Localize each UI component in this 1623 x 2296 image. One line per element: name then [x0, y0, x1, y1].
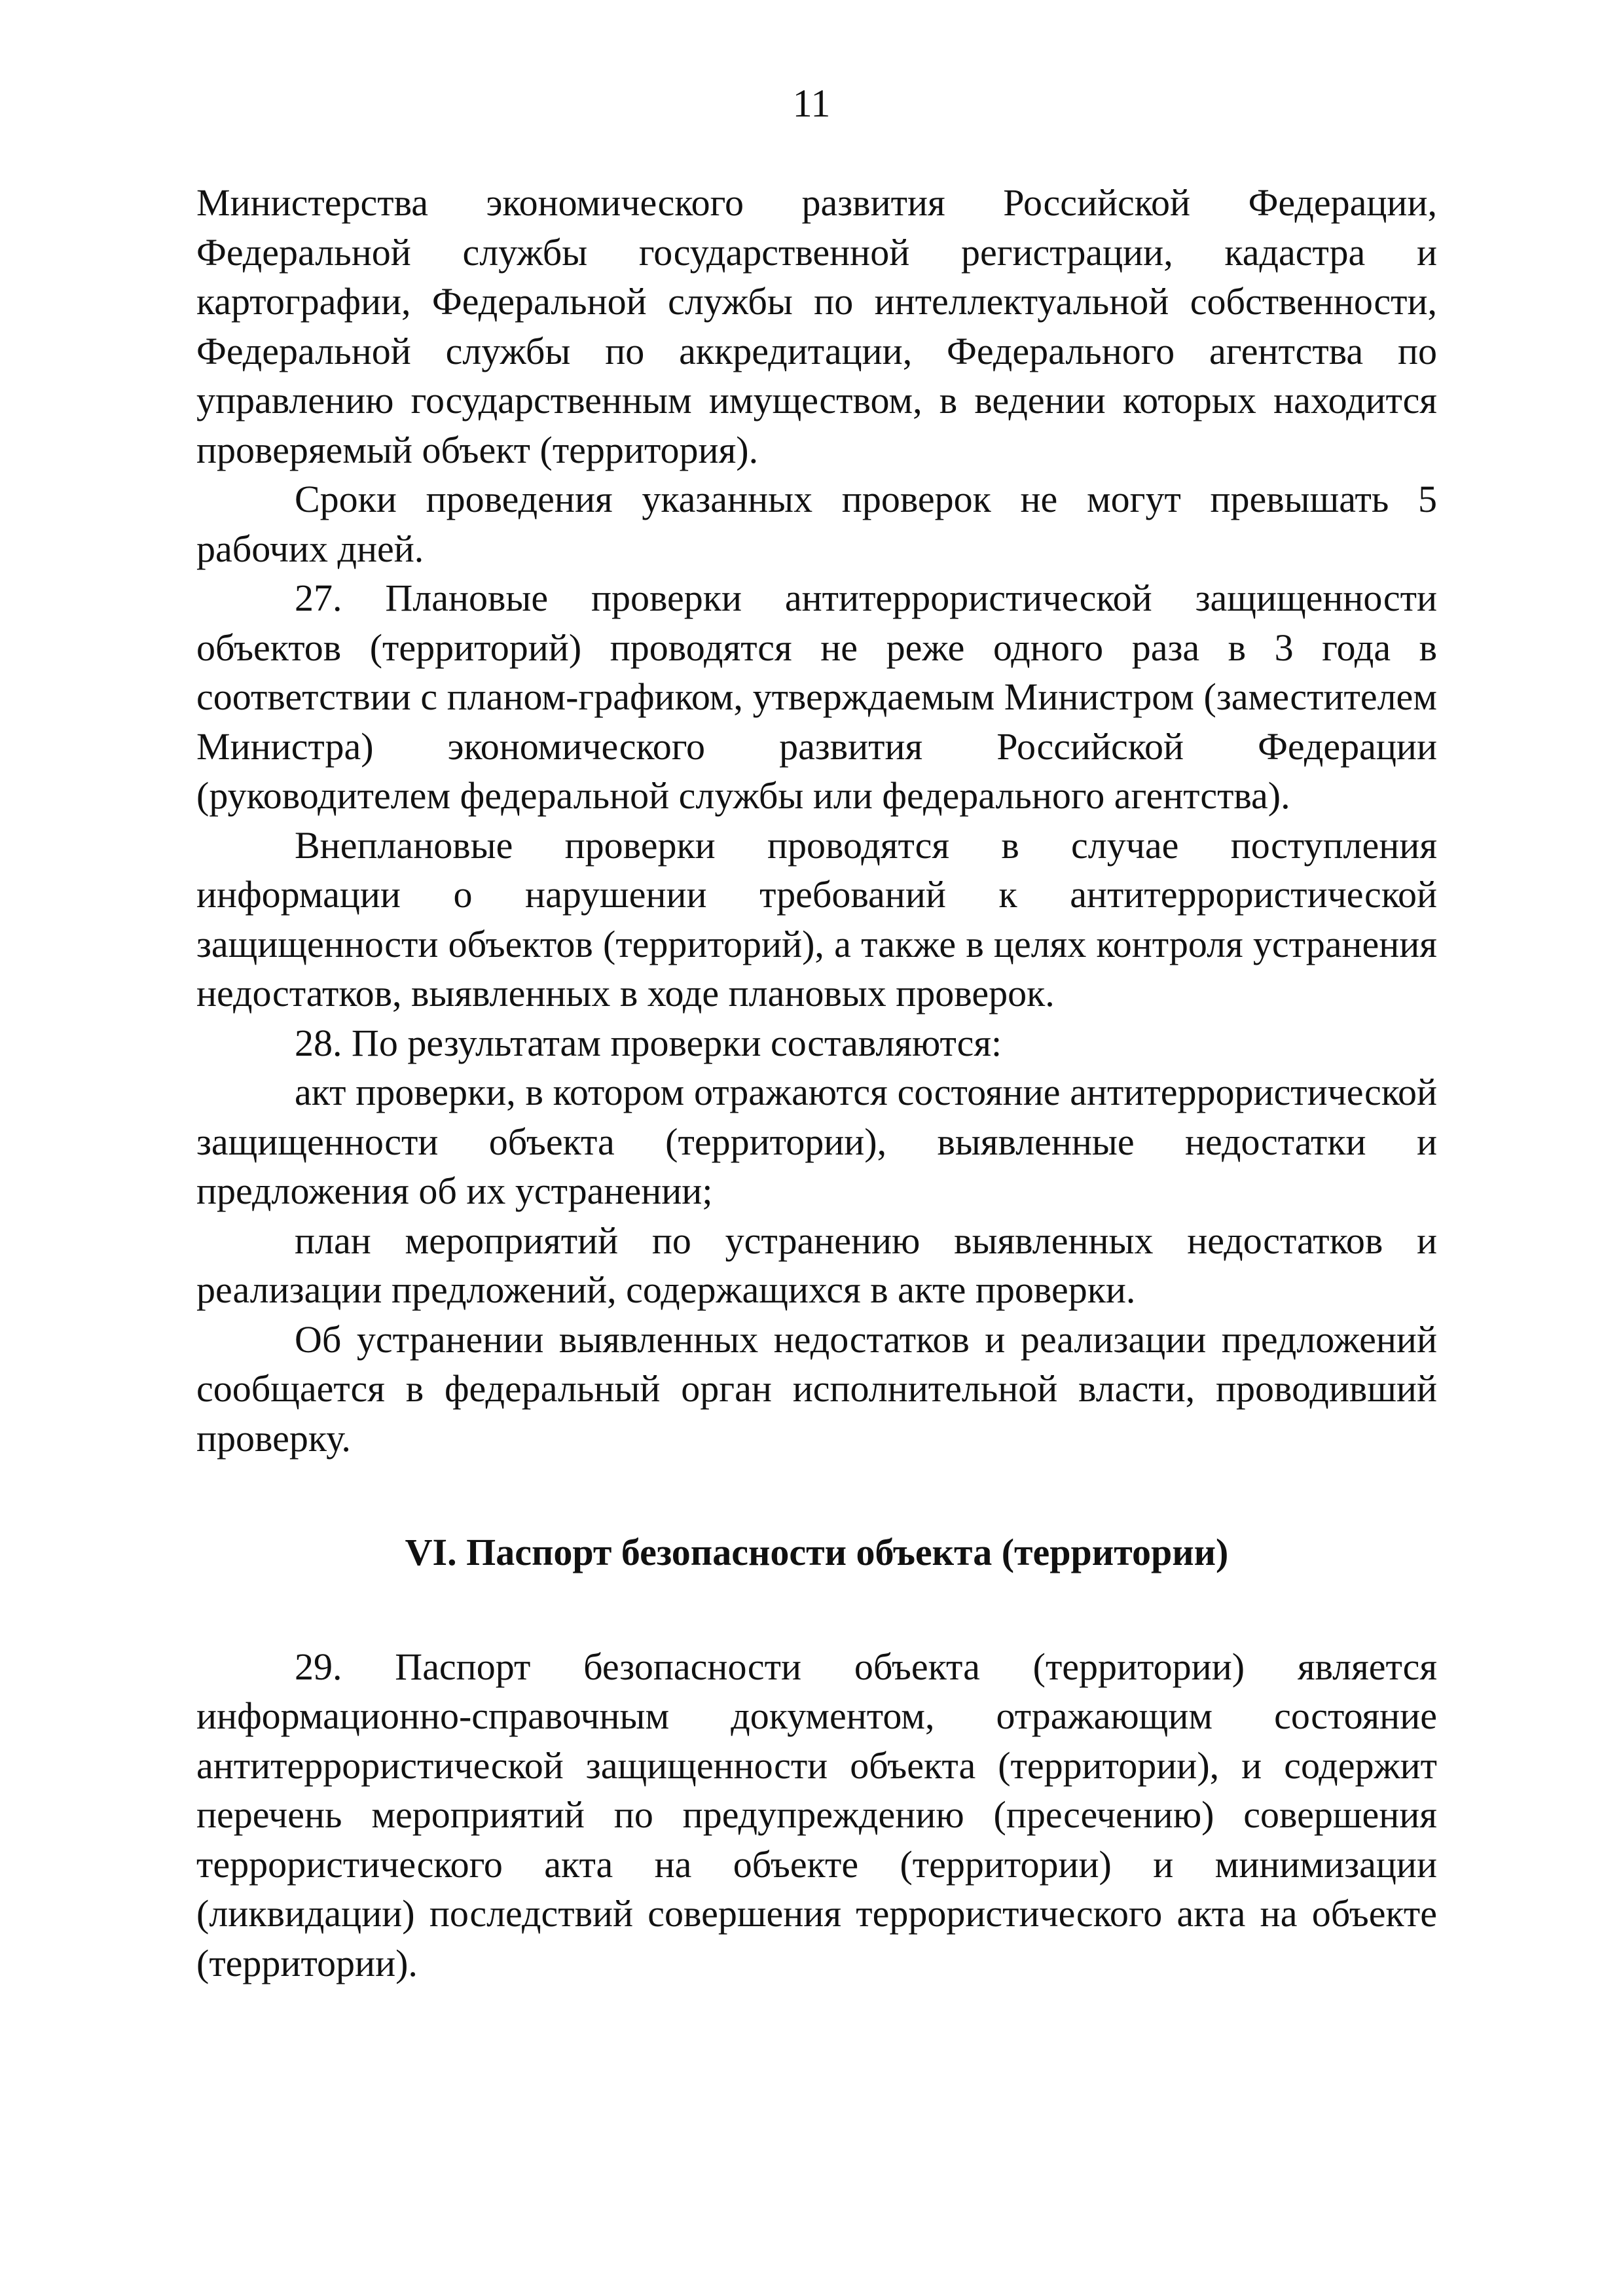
section-heading: VI. Паспорт безопасности объекта (территории): [405, 1531, 1229, 1573]
paragraph-unscheduled-inspections: Внеплановые проверки проводятся в случае поступления информации о нарушении требований к антитеррористической защищенности объектов (территорий), а также в целях контроля устранения недостатков, выявленных в ходе плановых проверок.: [196, 823, 1437, 1014]
page-number: 11: [792, 82, 831, 125]
paragraph-elimination-report: Об устранении выявленных недостатков и реализации предложений сообщается в федеральный орган исполнительной власти, проводивший проверку.: [196, 1318, 1437, 1460]
paragraph-inspection-act: акт проверки, в котором отражаются состояние антитеррористической защищенности объекта (территории), выявленные недостатки и предложения об их устранении;: [196, 1071, 1437, 1212]
paragraph-item-27: 27. Плановые проверки антитеррористической защищенности объектов (территорий) проводятся не реже одного раза в 3 года в соответствии с планом-графиком, утверждаемым Министром (заместителем Министра) экономического развития Российской Федерации (руководителем федеральной службы или федерального агентства).: [196, 577, 1437, 817]
document-body: [196, 178, 1437, 1988]
paragraph-action-plan: план мероприятий по устранению выявленных недостатков и реализации предложений, содержащихся в акте проверки.: [196, 1219, 1437, 1311]
paragraph-inspection-terms: Сроки проведения указанных проверок не могут превышать 5 рабочих дней.: [196, 478, 1437, 570]
paragraph-item-29: 29. Паспорт безопасности объекта (территории) является информационно-справочным документом, отражающим состояние антитеррористической защищенности объекта (территории), и содержит перечень мероприятий по предупреждению (пресечению) совершения террористического акта на объекте (территории) и минимизации (ликвидации) последствий совершения террористического акта на объекте (территории).: [196, 1645, 1437, 1984]
paragraph-continuation: Министерства экономического развития Российской Федерации, Федеральной службы государственной регистрации, кадастра и картографии, Федеральной службы по интеллектуальной собственности, Федеральной службы по аккредитации, Федерального агентства по управлению государственным имуществом, в ведении которых находится проверяемый объект (территория).: [196, 181, 1437, 471]
paragraph-item-28: 28. По результатам проверки составляются:: [295, 1021, 1002, 1064]
